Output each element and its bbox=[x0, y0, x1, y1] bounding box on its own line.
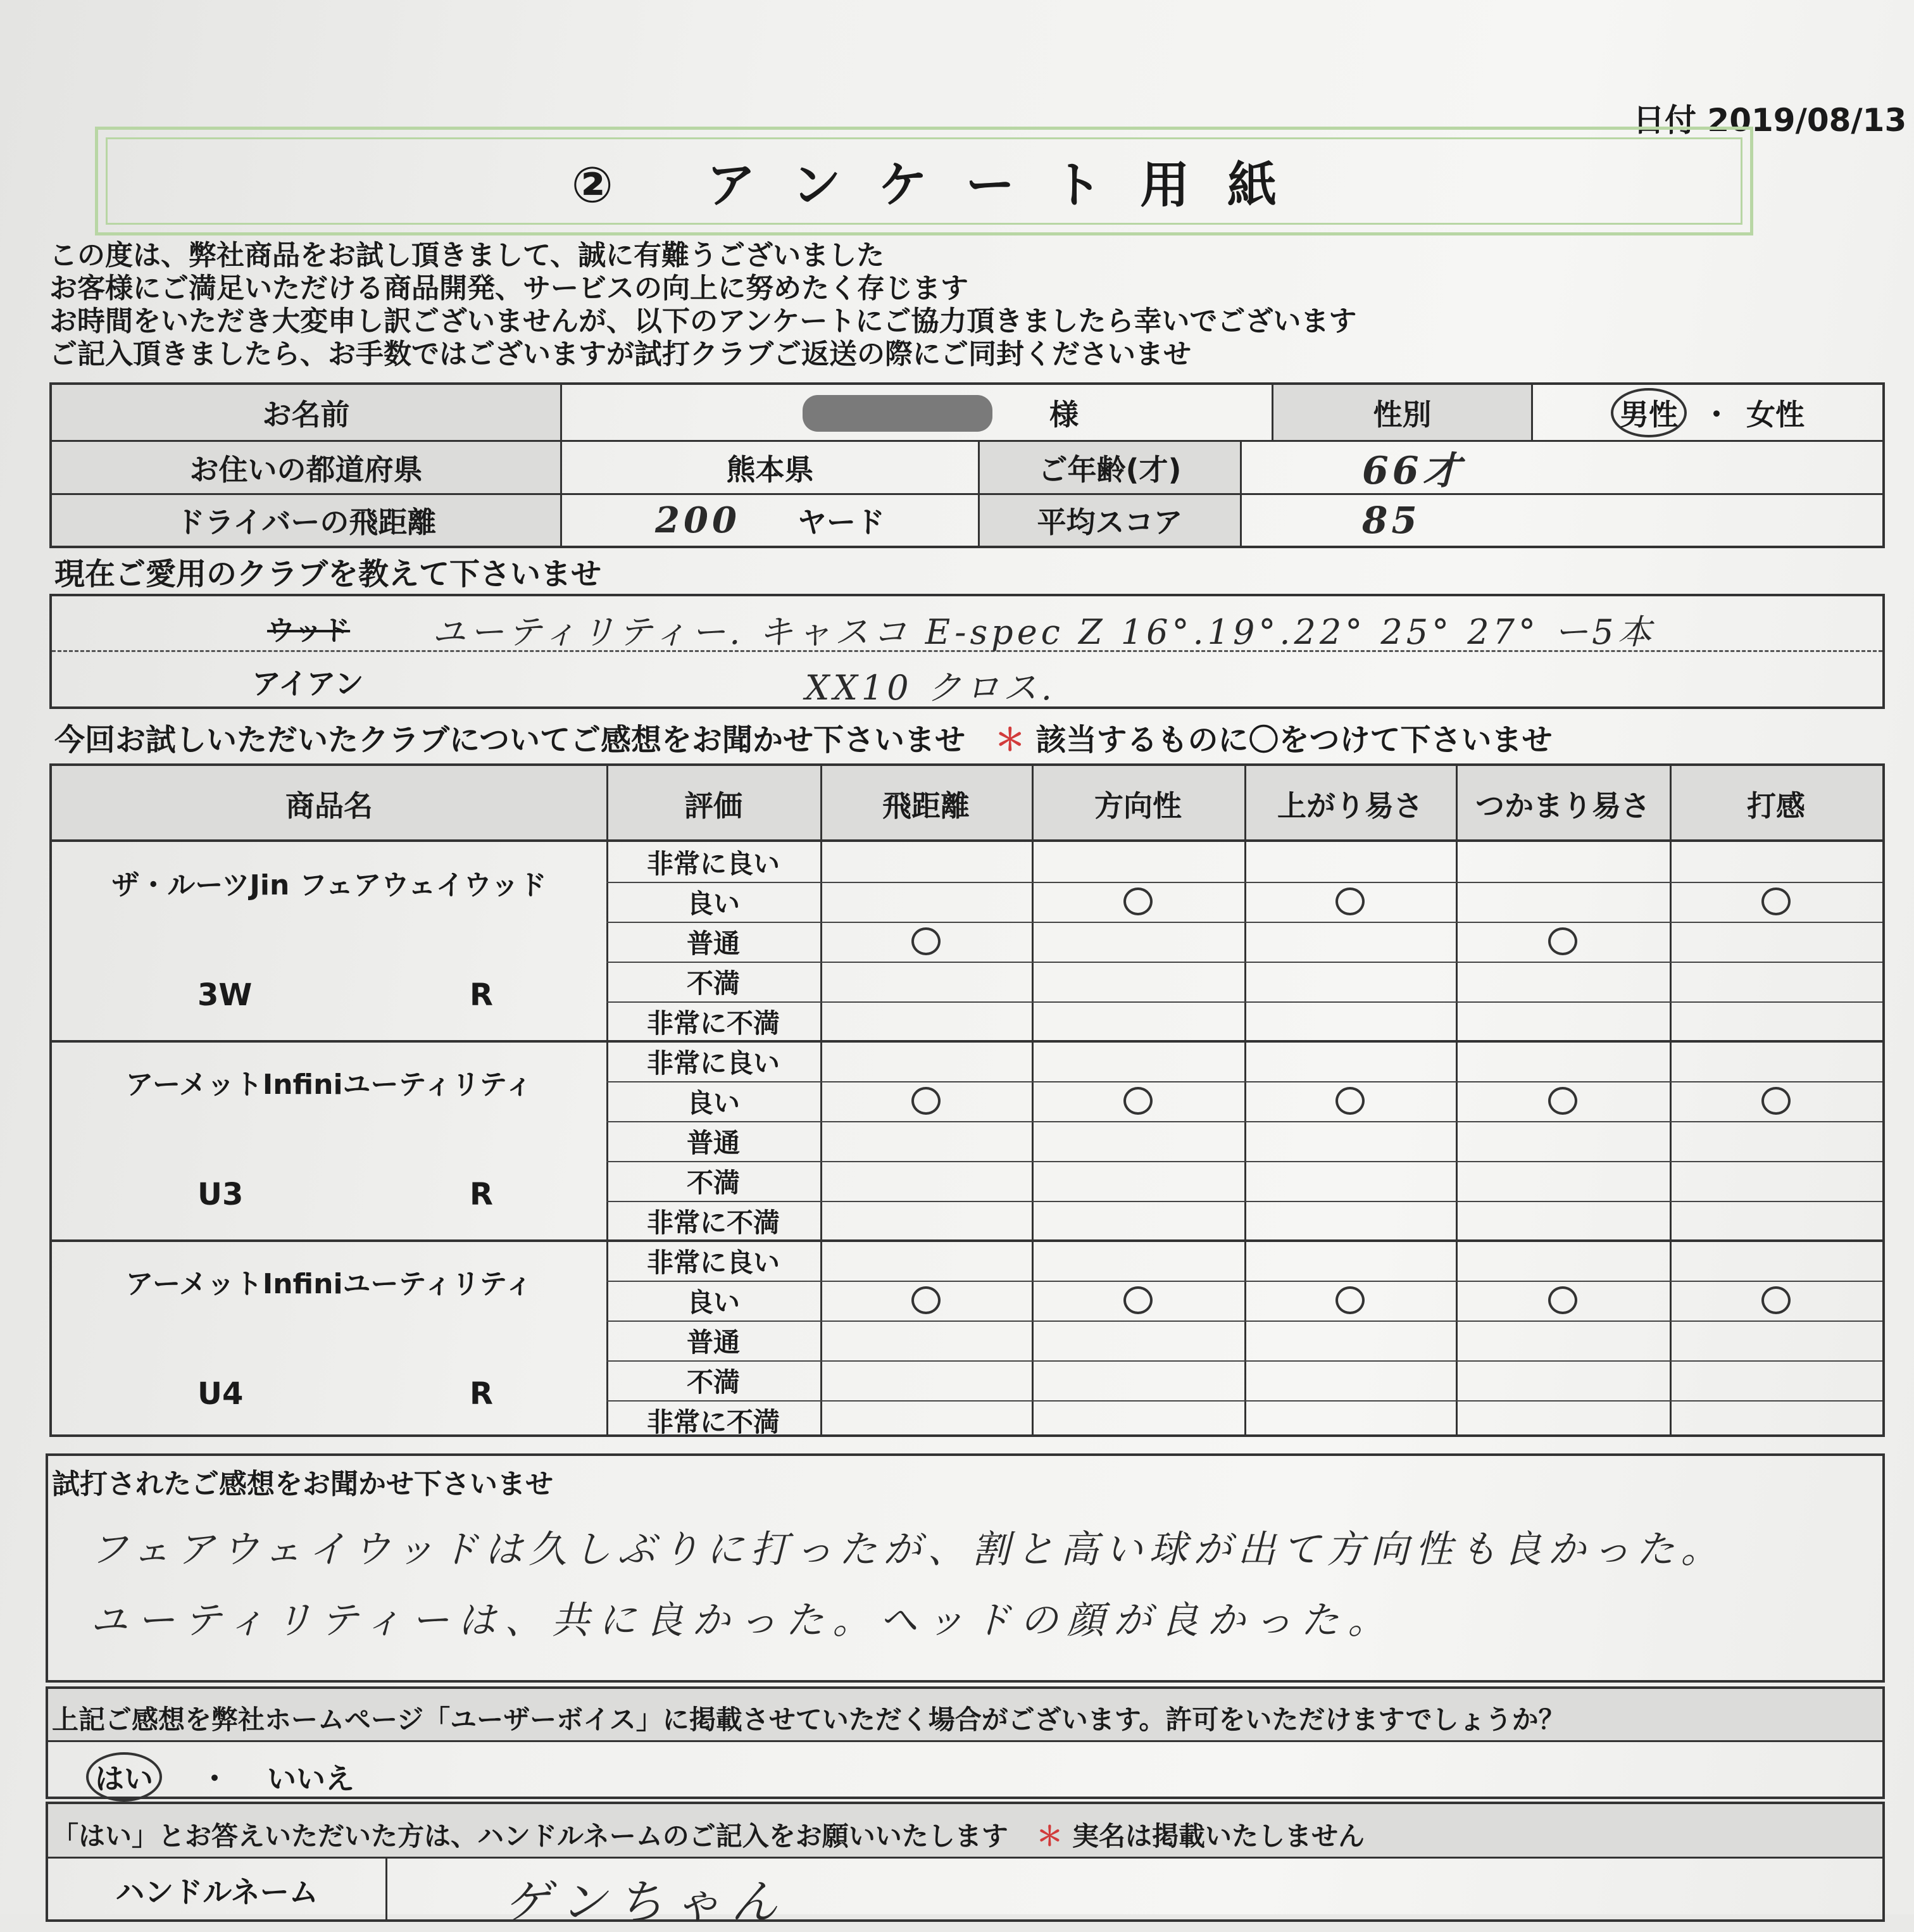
rating-cell[interactable] bbox=[1456, 1041, 1670, 1081]
score-value: 85 bbox=[1362, 499, 1421, 542]
rating-cell[interactable] bbox=[1456, 882, 1670, 922]
selected-circle-mark bbox=[1123, 1286, 1153, 1314]
impressions-line-2[interactable]: ユーティリティーは、共に良かった。ヘッドの顔が良かった。 bbox=[90, 1598, 1395, 1643]
eval-header-2: 飛距離 bbox=[882, 789, 970, 823]
rating-cell[interactable] bbox=[1670, 1201, 1882, 1241]
eval-header-3: 方向性 bbox=[1094, 789, 1182, 823]
rating-label: 不満 bbox=[686, 967, 740, 999]
rating-cell[interactable] bbox=[1456, 1320, 1670, 1360]
eval-header-6: 打感 bbox=[1747, 789, 1805, 823]
rating-cell[interactable] bbox=[1032, 1201, 1244, 1241]
iron-row bbox=[52, 652, 1882, 706]
name-label: お名前 bbox=[262, 397, 350, 432]
score-label: 平均スコア bbox=[1037, 505, 1183, 539]
rating-cell[interactable] bbox=[820, 1081, 1032, 1121]
rating-label: 普通 bbox=[686, 927, 740, 959]
rating-cell[interactable] bbox=[1244, 1121, 1456, 1161]
eval-header-5: つかまり易さ bbox=[1475, 789, 1650, 823]
drive-value: 200 bbox=[655, 499, 741, 541]
rating-cell[interactable] bbox=[1456, 922, 1670, 962]
name-suffix: 様 bbox=[1049, 397, 1079, 432]
rating-cell[interactable] bbox=[820, 842, 1032, 882]
handle-box bbox=[46, 1802, 1885, 1929]
permission-yes-option[interactable]: はい bbox=[86, 1752, 162, 1802]
score-label-cell bbox=[980, 495, 1242, 546]
handle-label-cell bbox=[48, 1859, 387, 1922]
rating-cell[interactable] bbox=[1670, 1161, 1882, 1201]
rating-cell[interactable] bbox=[1244, 1320, 1456, 1360]
gender-male-option[interactable]: 男性 bbox=[1611, 388, 1687, 437]
product-model: U3 bbox=[197, 1177, 244, 1212]
rating-cell[interactable] bbox=[1244, 1201, 1456, 1241]
selected-circle-mark bbox=[1335, 1286, 1365, 1314]
drive-label-cell bbox=[52, 495, 562, 546]
selected-circle-mark bbox=[1123, 1087, 1153, 1115]
rating-cell[interactable] bbox=[1456, 1001, 1670, 1041]
selected-circle-mark bbox=[1548, 927, 1577, 955]
rating-cell[interactable] bbox=[1244, 1241, 1456, 1281]
impressions-heading: 試打されたご感想をお聞かせ下さいませ bbox=[52, 1468, 553, 1500]
pref-label-cell bbox=[52, 442, 562, 495]
page-title: ② アンケート用紙 bbox=[571, 157, 1315, 214]
rating-label: 普通 bbox=[686, 1127, 740, 1158]
rating-cell[interactable] bbox=[820, 1281, 1032, 1320]
permission-question: 上記ご感想を弊社ホームページ「ユーザーボイス」に掲載させていただく場合がございます。許可をいただけますでしょうか？ bbox=[52, 1704, 1565, 1735]
selected-circle-mark bbox=[911, 927, 941, 955]
gender-female-option[interactable]: 女性 bbox=[1746, 397, 1805, 432]
rating-cell[interactable] bbox=[1456, 1360, 1670, 1400]
rating-cell[interactable] bbox=[1456, 1281, 1670, 1320]
rating-cell[interactable] bbox=[1670, 882, 1882, 922]
rating-cell[interactable] bbox=[820, 1320, 1032, 1360]
clubs-table bbox=[49, 594, 1885, 709]
selected-circle-mark bbox=[911, 1286, 941, 1314]
wood-value: ユーティリティー. キャスコ E-spec Z 16°.19°.22° 25° 27° ー5本 bbox=[432, 612, 1656, 652]
selected-circle-mark bbox=[1761, 1286, 1791, 1314]
permission-options bbox=[86, 1752, 354, 1802]
rating-cell[interactable] bbox=[1670, 1241, 1882, 1281]
eval-table bbox=[49, 763, 1885, 1437]
product-flex: R bbox=[470, 977, 493, 1013]
rating-cell[interactable] bbox=[1032, 1320, 1244, 1360]
iron-value: XX10 クロス. bbox=[805, 668, 1056, 708]
rating-label: 非常に良い bbox=[646, 848, 780, 879]
rating-cell[interactable] bbox=[820, 1041, 1032, 1081]
age-label-cell bbox=[980, 442, 1242, 495]
eval-header-0: 商品名 bbox=[285, 789, 373, 823]
rating-cell[interactable] bbox=[1032, 1360, 1244, 1400]
rating-cell[interactable] bbox=[1032, 1161, 1244, 1201]
age-label: ご年齢(才) bbox=[1038, 452, 1182, 487]
rating-cell[interactable] bbox=[1670, 1320, 1882, 1360]
rating-cell[interactable] bbox=[1244, 962, 1456, 1001]
permission-question-row bbox=[48, 1689, 1882, 1742]
handle-value[interactable]: ゲンちゃん bbox=[504, 1875, 788, 1929]
rating-cell[interactable] bbox=[1670, 1041, 1882, 1081]
intro-line: お客様にご満足いただける商品開発、サービスの向上に努めたく存じます bbox=[49, 272, 968, 304]
intro-line: この度は、弊社商品をお試し頂きまして、誠に有難うございました bbox=[49, 239, 885, 272]
rating-cell[interactable] bbox=[1456, 1400, 1670, 1440]
rating-cell[interactable] bbox=[1456, 962, 1670, 1001]
handle-note bbox=[52, 1816, 1365, 1854]
permission-sep: ・ bbox=[200, 1762, 229, 1796]
permission-no-option[interactable]: いいえ bbox=[267, 1762, 354, 1796]
title-frame bbox=[95, 127, 1753, 235]
pref-value-cell[interactable] bbox=[562, 442, 980, 495]
intro-line: お時間をいただき大変申し訳ございませんが、以下のアンケートにご協力頂きましたら幸いでございます bbox=[49, 305, 1357, 337]
date-label: 日付 bbox=[1633, 102, 1696, 139]
iron-label: アイアン bbox=[252, 667, 364, 701]
drive-unit: ヤード bbox=[797, 505, 885, 539]
rating-cell[interactable] bbox=[1244, 1281, 1456, 1320]
rating-cell[interactable] bbox=[1032, 1400, 1244, 1440]
rating-cell[interactable] bbox=[1670, 842, 1882, 882]
rating-cell[interactable] bbox=[820, 1161, 1032, 1201]
rating-cell[interactable] bbox=[820, 922, 1032, 962]
rating-cell[interactable] bbox=[1032, 882, 1244, 922]
eval-heading-text: 今回お試しいただいたクラブについてご感想をお聞かせ下さいませ bbox=[54, 722, 966, 758]
drive-value-cell[interactable] bbox=[562, 495, 980, 546]
rating-label: 非常に良い bbox=[646, 1246, 780, 1278]
rating-cell[interactable] bbox=[1032, 1241, 1244, 1281]
rating-cell[interactable] bbox=[1244, 1001, 1456, 1041]
rating-label: 非常に良い bbox=[646, 1047, 780, 1079]
rating-cell[interactable] bbox=[1456, 1161, 1670, 1201]
rating-cell[interactable] bbox=[1032, 1281, 1244, 1320]
rating-cell[interactable] bbox=[1244, 1360, 1456, 1400]
pref-value: 熊本県 bbox=[726, 452, 814, 487]
rating-cell[interactable] bbox=[820, 962, 1032, 1001]
impressions-line-1[interactable]: フェアウェイウッドは久しぶりに打ったが、割と高い球が出て方向性も良かった。 bbox=[90, 1527, 1725, 1572]
age-value: 66才 bbox=[1362, 448, 1465, 493]
handle-note-row bbox=[48, 1804, 1882, 1859]
rating-cell[interactable] bbox=[820, 1121, 1032, 1161]
gender-sep: ・ bbox=[1702, 397, 1731, 432]
impressions-box bbox=[46, 1453, 1885, 1683]
selected-circle-mark bbox=[1123, 888, 1153, 915]
name-value-cell[interactable] bbox=[562, 385, 1273, 442]
handle-label: ハンドルネーム bbox=[115, 1875, 318, 1909]
eval-note-star: ＊ bbox=[994, 722, 1025, 758]
product-flex: R bbox=[470, 1177, 493, 1212]
product-model: U4 bbox=[197, 1376, 244, 1412]
rating-cell[interactable] bbox=[1670, 1121, 1882, 1161]
selected-circle-mark bbox=[1548, 1087, 1577, 1115]
rating-label: 普通 bbox=[686, 1326, 740, 1358]
product-name: アーメットInfiniユーティリティ bbox=[125, 1069, 533, 1101]
rating-cell[interactable] bbox=[1670, 1281, 1882, 1320]
rating-cell[interactable] bbox=[1244, 1081, 1456, 1121]
product-name: アーメットInfiniユーティリティ bbox=[125, 1268, 533, 1300]
product-flex: R bbox=[470, 1376, 493, 1412]
rating-label: 非常に不満 bbox=[646, 1207, 780, 1238]
rating-cell[interactable] bbox=[1244, 842, 1456, 882]
handle-note-text-2: 実名は掲載いたしません bbox=[1072, 1821, 1365, 1852]
eval-heading bbox=[54, 715, 1553, 759]
rating-cell[interactable] bbox=[1244, 882, 1456, 922]
rating-cell[interactable] bbox=[1032, 1041, 1244, 1081]
rating-cell[interactable] bbox=[1244, 922, 1456, 962]
rating-cell[interactable] bbox=[1244, 1161, 1456, 1201]
rating-cell[interactable] bbox=[820, 1201, 1032, 1241]
rating-cell[interactable] bbox=[820, 1001, 1032, 1041]
rating-cell[interactable] bbox=[1032, 922, 1244, 962]
eval-note-text: 該当するものに〇をつけて下さいませ bbox=[1035, 722, 1553, 758]
rating-label: 非常に不満 bbox=[646, 1007, 780, 1039]
rating-label: 良い bbox=[686, 1087, 740, 1119]
eval-header-1: 評価 bbox=[684, 789, 742, 823]
age-value-cell[interactable] bbox=[1242, 442, 1882, 495]
rating-cell[interactable] bbox=[820, 882, 1032, 922]
rating-label: 不満 bbox=[686, 1366, 740, 1398]
score-value-cell[interactable] bbox=[1242, 495, 1882, 546]
gender-value-cell[interactable] bbox=[1533, 385, 1882, 442]
rating-label: 不満 bbox=[686, 1167, 740, 1198]
rating-cell[interactable] bbox=[1244, 1041, 1456, 1081]
gender-label-cell bbox=[1273, 385, 1533, 442]
pref-label: お住いの都道府県 bbox=[189, 452, 423, 487]
name-label-cell bbox=[52, 385, 562, 442]
intro-text bbox=[49, 239, 1356, 371]
rating-cell[interactable] bbox=[1670, 1400, 1882, 1440]
selected-circle-mark bbox=[1548, 1286, 1577, 1314]
rating-cell[interactable] bbox=[820, 1400, 1032, 1440]
rating-cell[interactable] bbox=[1032, 1121, 1244, 1161]
rating-cell[interactable] bbox=[1456, 842, 1670, 882]
rating-cell[interactable] bbox=[1670, 1001, 1882, 1041]
wood-row bbox=[52, 596, 1882, 652]
selected-circle-mark bbox=[1761, 1087, 1791, 1115]
selected-circle-mark bbox=[1335, 1087, 1365, 1115]
date-value: 2019/08/13 bbox=[1707, 102, 1907, 139]
rating-cell[interactable] bbox=[820, 1241, 1032, 1281]
rating-cell[interactable] bbox=[820, 1360, 1032, 1400]
rating-cell[interactable] bbox=[1032, 962, 1244, 1001]
selected-circle-mark bbox=[911, 1087, 941, 1115]
name-redaction bbox=[803, 395, 992, 432]
rating-cell[interactable] bbox=[1670, 1360, 1882, 1400]
rating-label: 良い bbox=[686, 1286, 740, 1318]
rating-cell[interactable] bbox=[1032, 1001, 1244, 1041]
rating-cell[interactable] bbox=[1670, 962, 1882, 1001]
rating-cell[interactable] bbox=[1456, 1081, 1670, 1121]
drive-label: ドライバーの飛距離 bbox=[175, 505, 437, 539]
rating-cell[interactable] bbox=[1456, 1241, 1670, 1281]
rating-cell[interactable] bbox=[1032, 842, 1244, 882]
selected-circle-mark bbox=[1761, 888, 1791, 915]
handle-note-text: 「はい」とお答えいただいた方は、ハンドルネームのご記入をお願いいたします bbox=[52, 1821, 1008, 1852]
rating-cell[interactable] bbox=[1244, 1400, 1456, 1440]
intro-line: ご記入頂きましたら、お手数ではございますが試打クラブご返送の際にご同封くださいませ bbox=[49, 338, 1191, 370]
gender-label: 性別 bbox=[1373, 397, 1432, 432]
wood-label: ウッド bbox=[267, 615, 351, 647]
profile-table bbox=[49, 382, 1885, 548]
rating-label: 良い bbox=[686, 888, 740, 919]
rating-cell[interactable] bbox=[1032, 1081, 1244, 1121]
selected-circle-mark bbox=[1335, 888, 1365, 915]
product-model: 3W bbox=[197, 977, 253, 1013]
rating-cell[interactable] bbox=[1456, 1201, 1670, 1241]
rating-cell[interactable] bbox=[1670, 1081, 1882, 1121]
product-name: ザ・ルーツJin フェアウェイウッド bbox=[111, 869, 547, 901]
rating-label: 非常に不満 bbox=[646, 1406, 780, 1438]
clubs-heading: 現在ご愛用のクラブを教えて下さいませ bbox=[54, 556, 602, 592]
eval-header-4: 上がり易さ bbox=[1277, 789, 1423, 823]
rating-cell[interactable] bbox=[1456, 1121, 1670, 1161]
handle-note-star: ＊ bbox=[1036, 1821, 1063, 1852]
title-frame-inner bbox=[106, 137, 1742, 225]
rating-cell[interactable] bbox=[1670, 922, 1882, 962]
permission-box bbox=[46, 1686, 1885, 1799]
